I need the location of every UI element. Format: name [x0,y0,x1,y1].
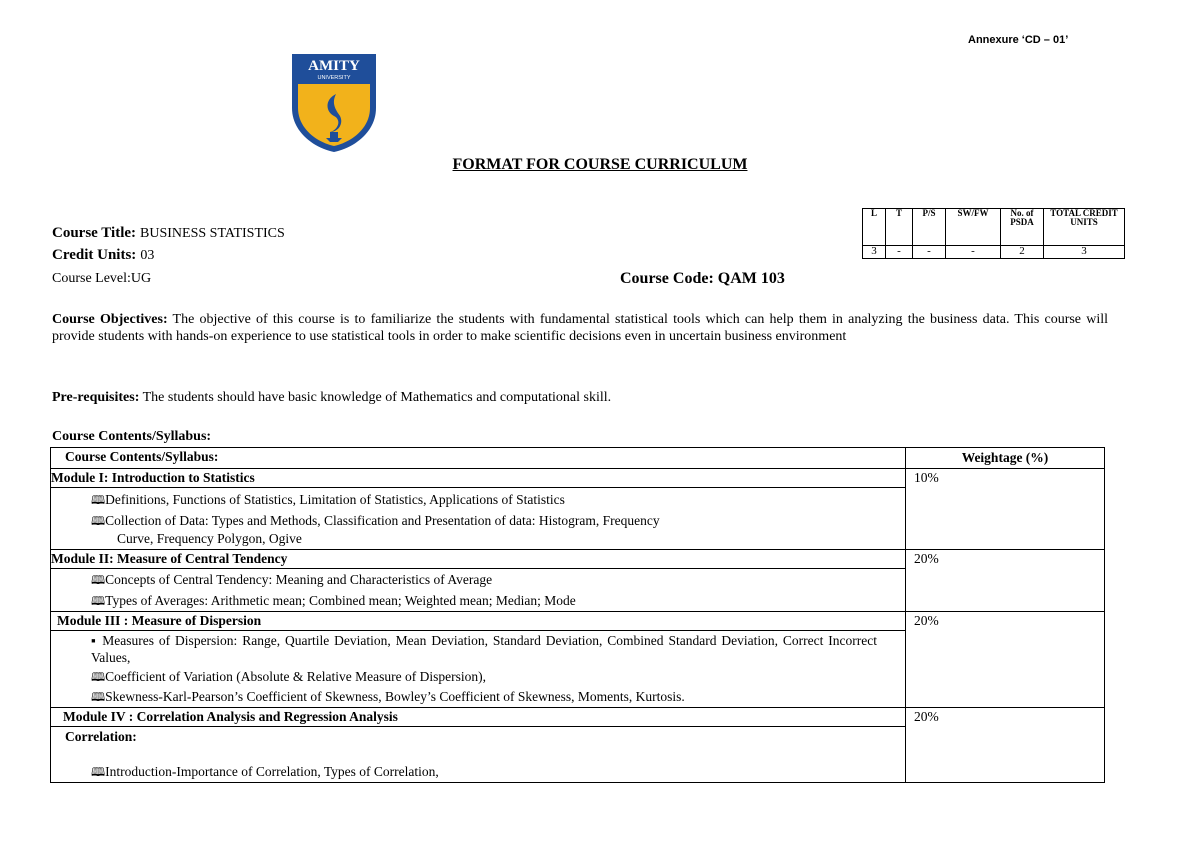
list-item: ▪ Measures of Dispersion: Range, Quartile Deviation, Mean Deviation, Standard Deviation, Combined Standard Deviation, Correct Incorrect Values, [91,633,877,665]
col-header-contents: Course Contents/Syllabus: [51,448,906,469]
list-item: 🕮Skewness-Karl-Pearson’s Coefficient of Skewness, Bowley’s Coefficient of Skewness, Moments, Kurtosis. [91,689,685,704]
module-2-content [51,569,906,612]
bullet-icon: 🕮 [91,690,106,704]
ltp-value-total: 3 [1044,246,1125,259]
bullet-icon: 🕮 [91,765,106,779]
module-3-weight: 20% [906,612,1105,708]
correlation-subheading: Correlation: [65,729,137,744]
module-4-title: Module IV : Correlation Analysis and Regression Analysis [51,708,906,727]
list-item: 🕮Introduction-Importance of Correlation, Types of Correlation, [91,764,439,779]
ltp-credit-table [862,208,1125,259]
ltp-value-swfw: - [946,246,1001,259]
ltp-header-t: T [886,209,913,246]
course-code-value: QAM 103 [717,270,785,287]
amity-university-logo [288,50,380,154]
course-title-label: Course Title: [52,225,137,241]
course-level-value: UG [130,271,152,286]
list-item: 🕮Definitions, Functions of Statistics, Limitation of Statistics, Applications of Statistics [91,492,565,507]
list-item-continuation: Curve, Frequency Polygon, Ogive [117,531,302,546]
bullet-icon: 🕮 [91,594,106,608]
bullet-icon: 🕮 [91,493,106,507]
course-code-line [620,270,785,288]
prerequisites [52,389,1108,406]
list-item: 🕮Concepts of Central Tendency: Meaning and Characteristics of Average [91,572,493,587]
module-1-content [51,488,906,550]
course-level-label: Course Level: [52,271,131,286]
list-item: 🕮Types of Averages: Arithmetic mean; Combined mean; Weighted mean; Median; Mode [91,593,576,608]
ltp-value-ps: - [913,246,946,259]
credit-units-line [52,246,154,264]
ltp-value-t: - [886,246,913,259]
module-3-content [51,631,906,708]
module-3-title: Module III : Measure of Dispersion [51,612,906,631]
prereq-label: Pre-requisites: [52,390,140,405]
ltp-header-l: L [863,209,886,246]
ltp-value-l: 3 [863,246,886,259]
module-2-weight: 20% [906,550,1105,612]
syllabus-heading: Course Contents/Syllabus: [52,429,212,444]
module-1-weight: 10% [906,469,1105,550]
ltp-header-total: TOTAL CREDIT UNITS [1044,209,1125,246]
bullet-icon: 🕮 [91,670,106,684]
col-header-weightage: Weightage (%) [906,448,1105,469]
prereq-text: The students should have basic knowledge of Mathematics and computational skill. [142,390,612,405]
module-4-weight: 20% [906,708,1105,783]
module-2-title: Module II: Measure of Central Tendency [51,550,906,569]
credit-units-label: Credit Units: [52,247,137,263]
credit-units-value: 03 [140,248,155,263]
course-title-value: BUSINESS STATISTICS [140,226,285,241]
objectives-text: The objective of this course is to familiarize the students with fundamental statistical tools which can help them in analyzing the business data. This course will provide students with hands-on experience to use statistical tools in order to make scientific decisions even in uncertain business environment [52,312,1108,344]
logo-name: AMITY [308,58,360,74]
format-title: FORMAT FOR COURSE CURRICULUM [452,156,748,173]
bullet-icon: 🕮 [91,573,106,587]
course-title-line [52,224,285,242]
ltp-header-psda: No. of PSDA [1001,209,1044,246]
ltp-header-ps: P/S [913,209,946,246]
module-1-title: Module I: Introduction to Statistics [51,469,906,488]
objectives-label: Course Objectives: [52,312,168,327]
list-item: 🕮Coefficient of Variation (Absolute & Relative Measure of Dispersion), [91,669,486,684]
annexure-label: Annexure ‘CD – 01’ [968,34,1069,46]
list-item: 🕮Collection of Data: Types and Methods, Classification and Presentation of data: Histogram, Frequency [91,513,660,528]
bullet-icon: 🕮 [91,514,106,528]
course-level-line [52,271,151,287]
logo-sub: UNIVERSITY [317,75,351,81]
ltp-header-swfw: SW/FW [946,209,1001,246]
syllabus-table [50,447,1105,783]
course-code-label: Course Code: [620,270,714,287]
module-4-content [51,727,906,783]
ltp-value-psda: 2 [1001,246,1044,259]
square-bullet-icon: ▪ [91,633,103,648]
course-objectives [52,311,1108,345]
